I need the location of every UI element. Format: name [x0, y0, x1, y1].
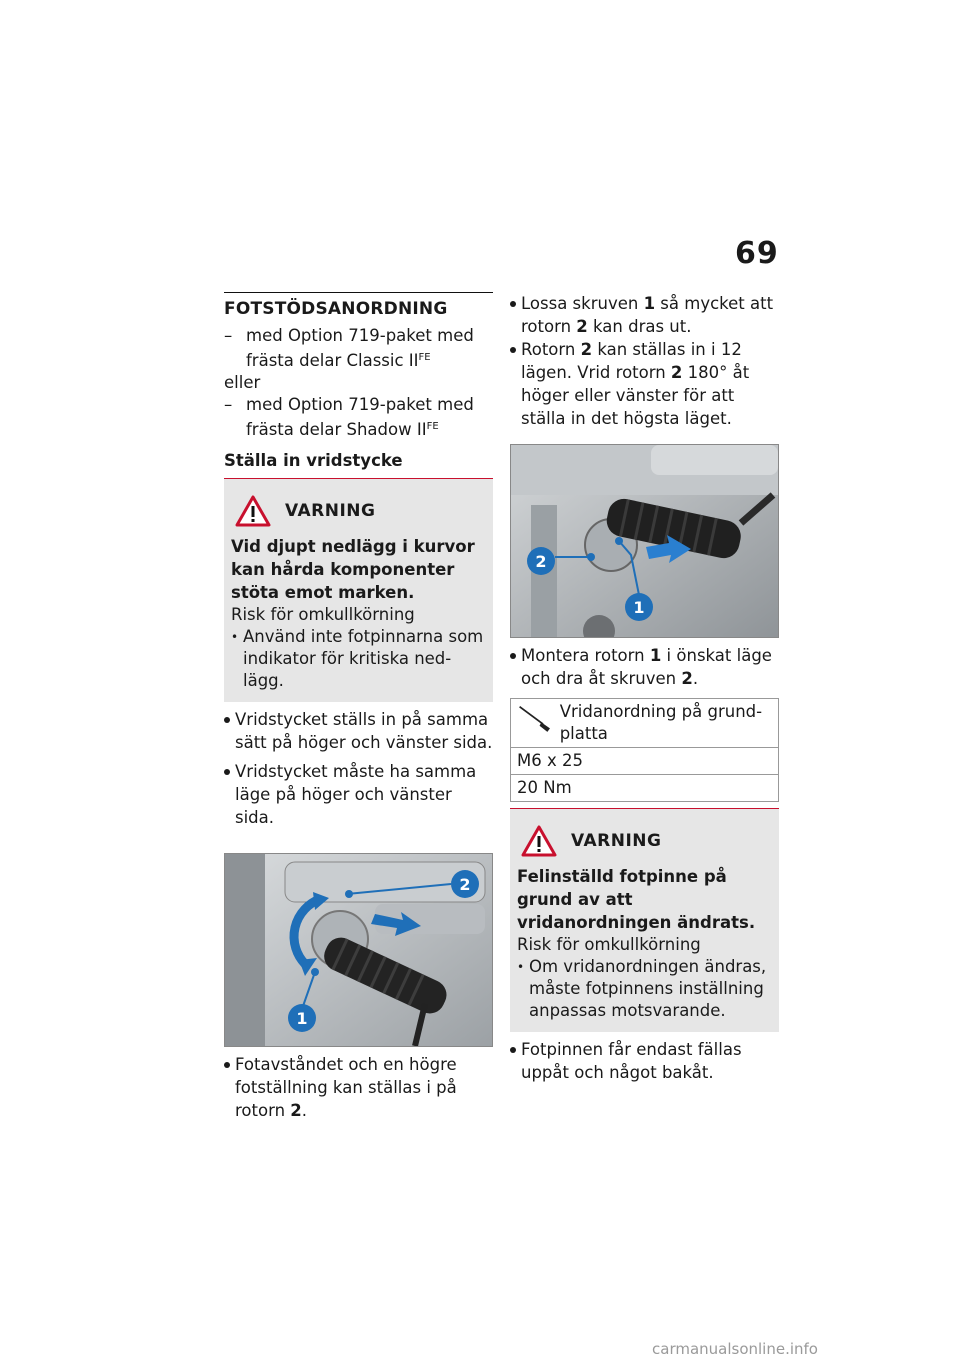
warning-header [231, 493, 485, 529]
spec-title-cell [511, 699, 779, 748]
callout-2: 2 [459, 875, 471, 894]
list-item: Rotorn 2 kan ställas in i 12 lägen. Vrid rotorn 2 180° åt höger eller vänster för att ställa in det högsta läget. [510, 338, 779, 430]
warning-triangle-icon [235, 495, 271, 527]
option-shadow: – med Option 719-paket med frästa delar Shadow $II^{FE}$ [224, 394, 493, 441]
warning-label: VARNING [571, 831, 662, 851]
torque-spec-table [510, 698, 779, 802]
right-column [510, 292, 779, 1084]
left-column [224, 292, 493, 1122]
spec-title: Vridanordning på grundplatta [559, 702, 763, 743]
warning-triangle-icon [521, 825, 557, 857]
option-classic: – med Option 719-paket med frästa delar Classic $II^{FE}$ [224, 325, 493, 372]
subheading: Ställa in vridstycke [224, 451, 493, 479]
rotor-screw-image [510, 444, 779, 638]
warning-statement: Felinställd fotpinne på grund av att vridanordningen ändrats. [517, 867, 756, 932]
warning-box [510, 808, 779, 1032]
list-item: Fotpinnen får endast fällas uppåt och något bakåt. [510, 1038, 779, 1084]
warning-risk: Risk för omkullkörning [231, 605, 415, 624]
spec-torque: 20 Nm [511, 775, 779, 802]
list-item: Montera rotorn 1 i önskat läge och dra åt skruven 2. [510, 644, 779, 690]
warning-bullet: • Om vridanordningen ändras, måste fotpinnens inställning anpassas motsvarande. [517, 956, 771, 1022]
footpeg-rotor-image [224, 853, 493, 1047]
warning-bullet: • Använd inte fotpinnarna som indikator för kritiska nedlägg. [231, 626, 485, 692]
spec-size: M6 x 25 [511, 748, 779, 775]
warning-header [517, 823, 771, 859]
warning-risk: Risk för omkullkörning [517, 935, 701, 954]
callout-1: 1 [633, 598, 645, 617]
warning-box [224, 479, 493, 702]
list-item: Vridstycket måste ha samma läge på höger och vänster sida. [224, 760, 493, 829]
list-item: Lossa skruven 1 så mycket att rotorn 2 kan dras ut. [510, 292, 779, 338]
page-number: 69 [735, 236, 779, 271]
list-item: Vridstycket ställs in på samma sätt på höger och vänster sida. [224, 708, 493, 754]
callout-1: 1 [296, 1009, 308, 1028]
section-title: FOTSTÖDSANORDNING [224, 292, 493, 319]
warning-statement: Vid djupt nedlägg i kurvor kan hårda komponenter stöta emot marken. [231, 537, 475, 602]
or-text: eller [224, 373, 261, 392]
torque-wrench-icon [517, 701, 552, 735]
warning-label: VARNING [285, 501, 376, 521]
list-item: Fotavståndet och en högre fotställning kan ställas i på rotorn 2. [224, 1053, 493, 1122]
watermark-footer: carmanualsonline.info [652, 1340, 818, 1358]
callout-2: 2 [535, 552, 547, 571]
